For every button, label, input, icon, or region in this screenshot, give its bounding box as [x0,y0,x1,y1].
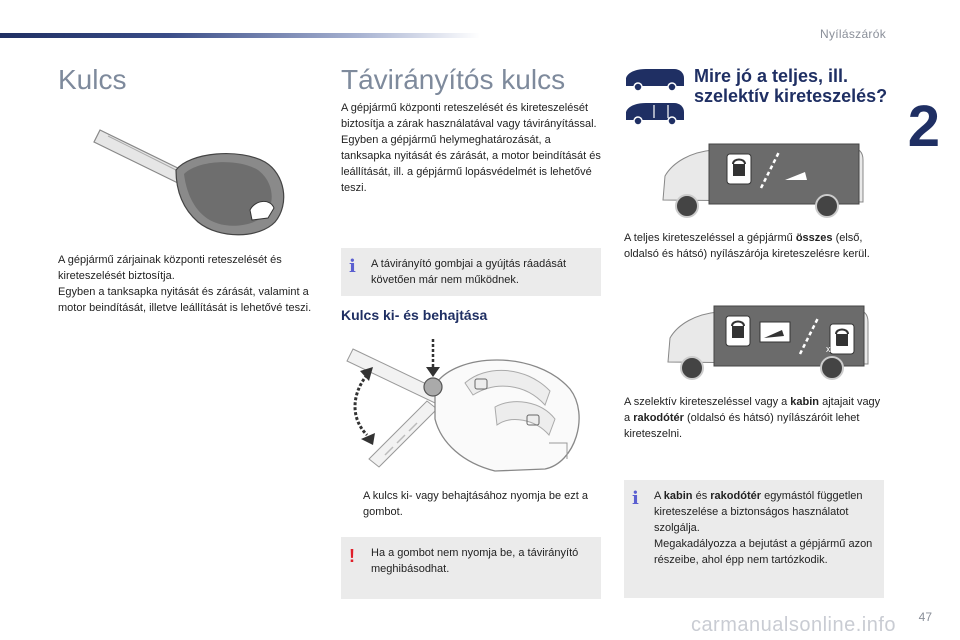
key-illustration [80,112,320,242]
van-silhouette-doors-icon [624,100,686,126]
van-silhouette-icon [624,66,686,92]
kulcs-paragraph: A gépjármű zárjainak központi reteszelését és kireteszelését biztosítja. [58,254,282,282]
info-note-text: A kabin és rakodótér egymástól független kireteszelése a biztonságos használatot szolgálja. [654,490,863,534]
info-note-text: A távirányító gombjai a gyújtás ráadását követően már nem működnek. [371,258,567,286]
section-title: Nyílászárók [820,27,886,41]
page-number: 47 [918,610,932,624]
info-icon: i [632,488,639,509]
taviranyito-paragraph: A gépjármű központi reteszelését és kireteszelését biztosítja a zárak használatával vagy távirányítással. [341,102,597,130]
kulcs-paragraph: Egyben a tanksapka nyitását és zárását, valamint a motor beindítását, illetve leállítását is lehetővé teszi. [58,286,312,314]
warning-note [341,537,601,599]
info-note-text-2: Megakadályozza a bejutást a gépjármű azon részeibe, ahol épp nem tartózkodik. [654,538,873,566]
taviranyito-text [341,100,603,196]
van-full-unlock-illustration [655,140,870,222]
taviranyito-paragraph: Egyben a gépjármű helymeghatározását, a tanksapka nyitását és zárását, a motor beindítását és leállítását, ill. a gépjármű lopásvédelmét is lehetővé teszi. [341,134,601,194]
chapter-number: 2 [907,94,940,159]
kulcs-text [58,252,320,316]
info-note-remote [341,248,601,296]
remote-key-illustration [345,335,600,475]
title-kireteszeles: Mire jó a teljes, ill. szelektív kireteszelés? [694,66,888,106]
header-bar [0,33,480,38]
info-icon: i [349,256,356,277]
info-note-kireteszeles [624,480,884,598]
x2-label: x 2 [826,344,839,354]
title-kulcs: Kulcs [58,64,127,95]
selective-unlock-text [624,394,886,442]
selective-unlock-paragraph: A szelektív kireteszeléssel vagy a kabin ajtajait vagy a rakodótér (oldalsó és hátsó) nyílászáróit lehet kireteszelni. [624,396,881,440]
subheading-kulcs-ki-behajtasa: Kulcs ki- és behajtása [341,307,488,323]
title-taviranyitos-kulcs: Távirányítós kulcs [341,64,566,95]
warning-icon: ! [349,546,355,566]
warning-note-text: Ha a gombot nem nyomja be, a távirányító meghibásodhat. [371,547,579,575]
full-unlock-paragraph: A teljes kireteszeléssel a gépjármű összes (első, oldalsó és hátsó) nyílászárója kireteszelésre kerül. [624,232,870,260]
full-unlock-text [624,230,886,262]
van-selective-unlock-illustration [660,302,875,384]
step-text: A kulcs ki- vagy behajtásához nyomja be ezt a gombot. [363,490,589,518]
watermark: carmanualsonline.info [690,614,896,636]
step-item [341,488,603,520]
